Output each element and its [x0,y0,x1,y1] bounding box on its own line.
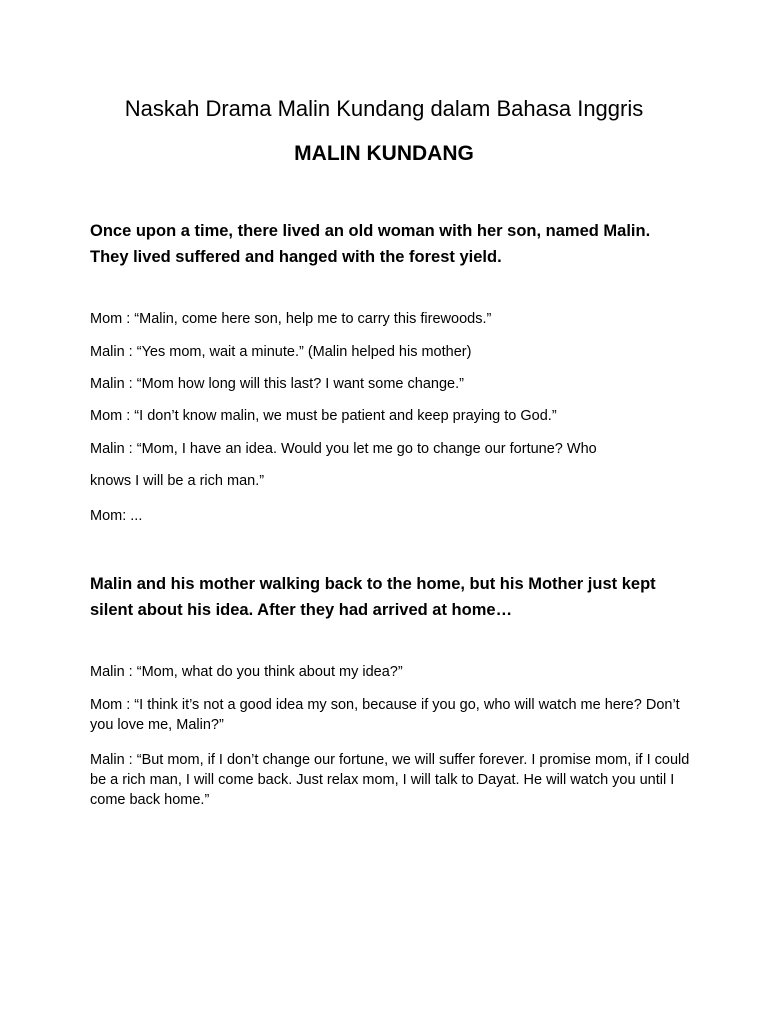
dialogue-line: Mom: ... [90,508,143,524]
dialogue-line: Mom : “I think it’s not a good idea my son, because if you go, who will watch me here? Don’t you love me, Malin?” [90,697,680,733]
dialogue-line: Malin : “Yes mom, wait a minute.” (Malin helped his mother) [90,344,472,360]
dialogue-line: Mom : “Malin, come here son, help me to carry this firewoods.” [90,311,492,327]
dialogue-line: Malin : “Mom how long will this last? I want some change.” [90,376,464,392]
narration-paragraph: Once upon a time, there lived an old woman with her son, named Malin. They lived suffered and hanged with the forest yield. [90,222,651,266]
narration-paragraph: Malin and his mother walking back to the home, but his Mother just kept silent about his idea. After they had arrived at home… [90,575,656,619]
dialogue-line: Mom : “I don’t know malin, we must be patient and keep praying to God.” [90,408,557,424]
dialogue-line: Malin : “But mom, if I don’t change our fortune, we will suffer forever. I promise mom, if I could be a rich man, I will come back. Just relax mom, I will talk to Dayat. He will watch you until I come back home.” [90,752,690,808]
dialogue-line: knows I will be a rich man.” [90,473,265,489]
dialogue-line: Malin : “Mom, I have an idea. Would you let me go to change our fortune? Who [90,441,597,457]
document-title: Naskah Drama Malin Kundang dalam Bahasa Inggris [124,96,644,121]
dialogue-line: Malin : “Mom, what do you think about my idea?” [90,664,403,680]
document-subtitle: MALIN KUNDANG [294,142,474,165]
